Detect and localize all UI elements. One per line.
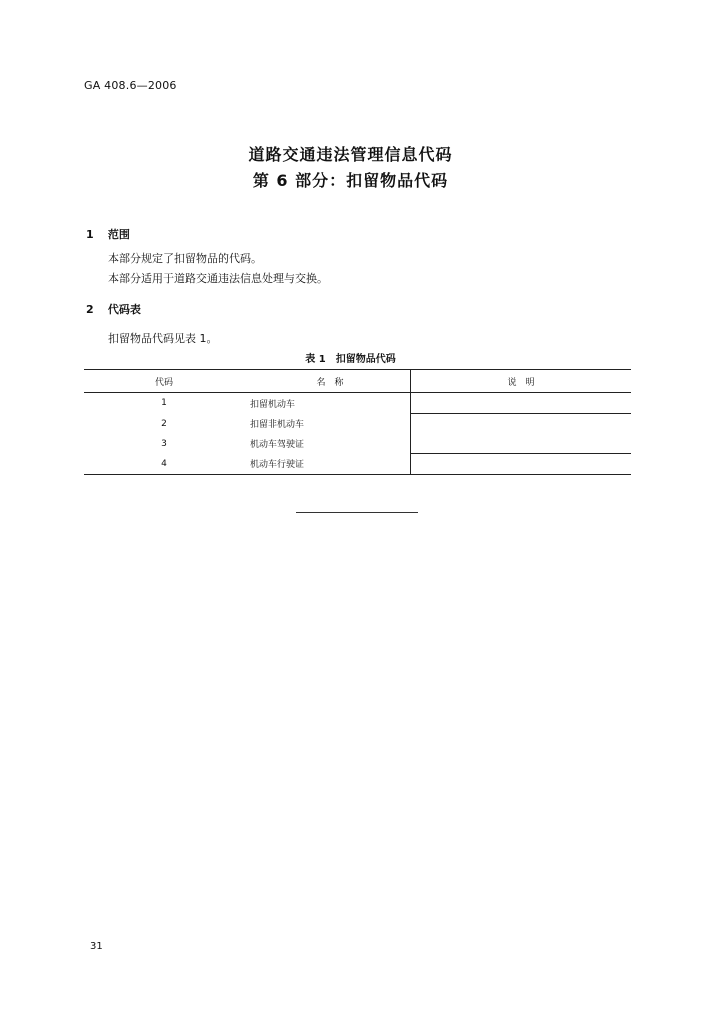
cell-name: 机动车行驶证 (250, 460, 305, 471)
section-1-heading (86, 226, 130, 242)
table-row (84, 414, 631, 434)
table-header-row (84, 370, 631, 393)
cell-desc (411, 454, 632, 475)
cell-desc (411, 414, 632, 454)
section-2-heading (86, 301, 141, 317)
paragraph: 本部分适用于道路交通违法信息处理与交换。 (108, 272, 328, 285)
standard-code: GA 408.6—2006 (84, 79, 177, 92)
cell-code: 4 (161, 458, 167, 469)
section-number: 2 (86, 303, 94, 316)
header-desc: 说 明 (411, 370, 632, 393)
section-title: 代码表 (107, 303, 141, 316)
code-table (84, 369, 631, 475)
cell-code: 1 (161, 398, 167, 409)
header-code: 代码 (84, 370, 244, 393)
table-row (84, 454, 631, 475)
end-rule (296, 512, 418, 513)
cell-name: 扣留机动车 (250, 399, 296, 410)
cell-name: 扣留非机动车 (250, 420, 305, 430)
cell-code: 3 (161, 438, 167, 449)
paragraph: 扣留物品代码见表 1。 (108, 332, 218, 345)
document-title: 道路交通违法管理信息代码 (248, 145, 453, 164)
cell-desc (411, 393, 632, 414)
paragraph: 本部分规定了扣留物品的代码。 (108, 252, 262, 265)
document-subtitle: 第 6 部分：扣留物品代码 (252, 171, 449, 190)
section-number: 1 (86, 228, 94, 241)
page-number: 31 (90, 941, 103, 952)
cell-name: 机动车驾驶证 (250, 440, 305, 450)
header-name: 名 称 (244, 370, 411, 393)
table-caption: 表 1 扣留物品代码 (305, 354, 396, 365)
cell-code: 2 (161, 418, 167, 429)
table-row (84, 393, 631, 414)
section-title: 范围 (107, 228, 130, 241)
